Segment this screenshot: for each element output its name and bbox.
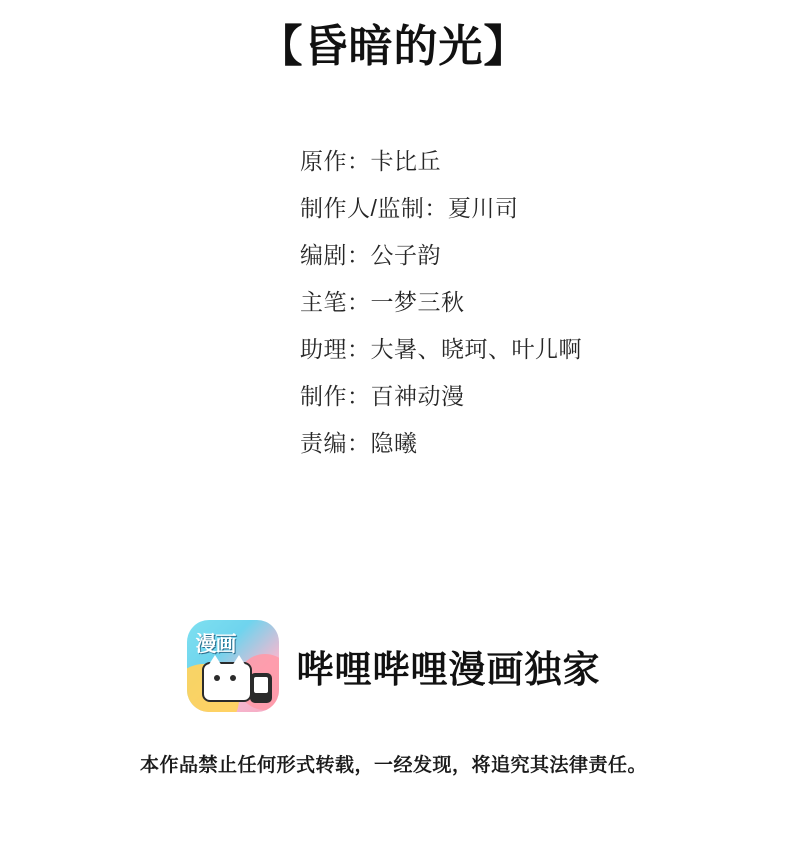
credit-label: 制作人/监制： [300,195,448,221]
credit-value: 隐曦 [370,430,418,456]
brand-row [0,620,787,712]
brand-text: 哔哩哔哩漫画独家 [296,648,601,691]
credit-row [300,432,760,455]
credit-value: 百神动漫 [370,383,465,409]
page-title: 【昏暗的光】 [258,21,529,72]
bilibili-manga-app-icon [187,620,279,712]
credit-label: 责编： [300,430,371,456]
credit-row [300,150,760,173]
credit-value: 卡比丘 [370,148,441,174]
mascot-ear-right-icon [232,655,246,666]
copyright-notice: 本作品禁止任何形式转载，一经发现，将追究其法律责任。 [139,754,647,776]
credit-row [300,385,760,408]
credit-row [300,197,760,220]
mascot-ear-left-icon [208,655,222,666]
credit-value: 夏川司 [447,195,519,221]
credit-row [300,338,760,361]
credit-label: 编剧： [300,242,371,268]
credits-list [300,150,760,479]
credit-label: 主笔： [300,289,371,315]
phone-icon [250,673,272,703]
credit-row [300,291,760,314]
mascot-icon [202,662,252,702]
credit-value: 大暑、晓珂、叶儿啊 [370,336,582,362]
credit-label: 助理： [300,336,371,362]
credit-row [300,244,760,267]
credit-value: 一梦三秋 [370,289,465,315]
credit-label: 制作： [300,383,371,409]
credit-label: 原作： [300,148,371,174]
footer [0,620,787,777]
logo-label: 漫画 [195,632,236,656]
credit-value: 公子韵 [370,242,441,268]
